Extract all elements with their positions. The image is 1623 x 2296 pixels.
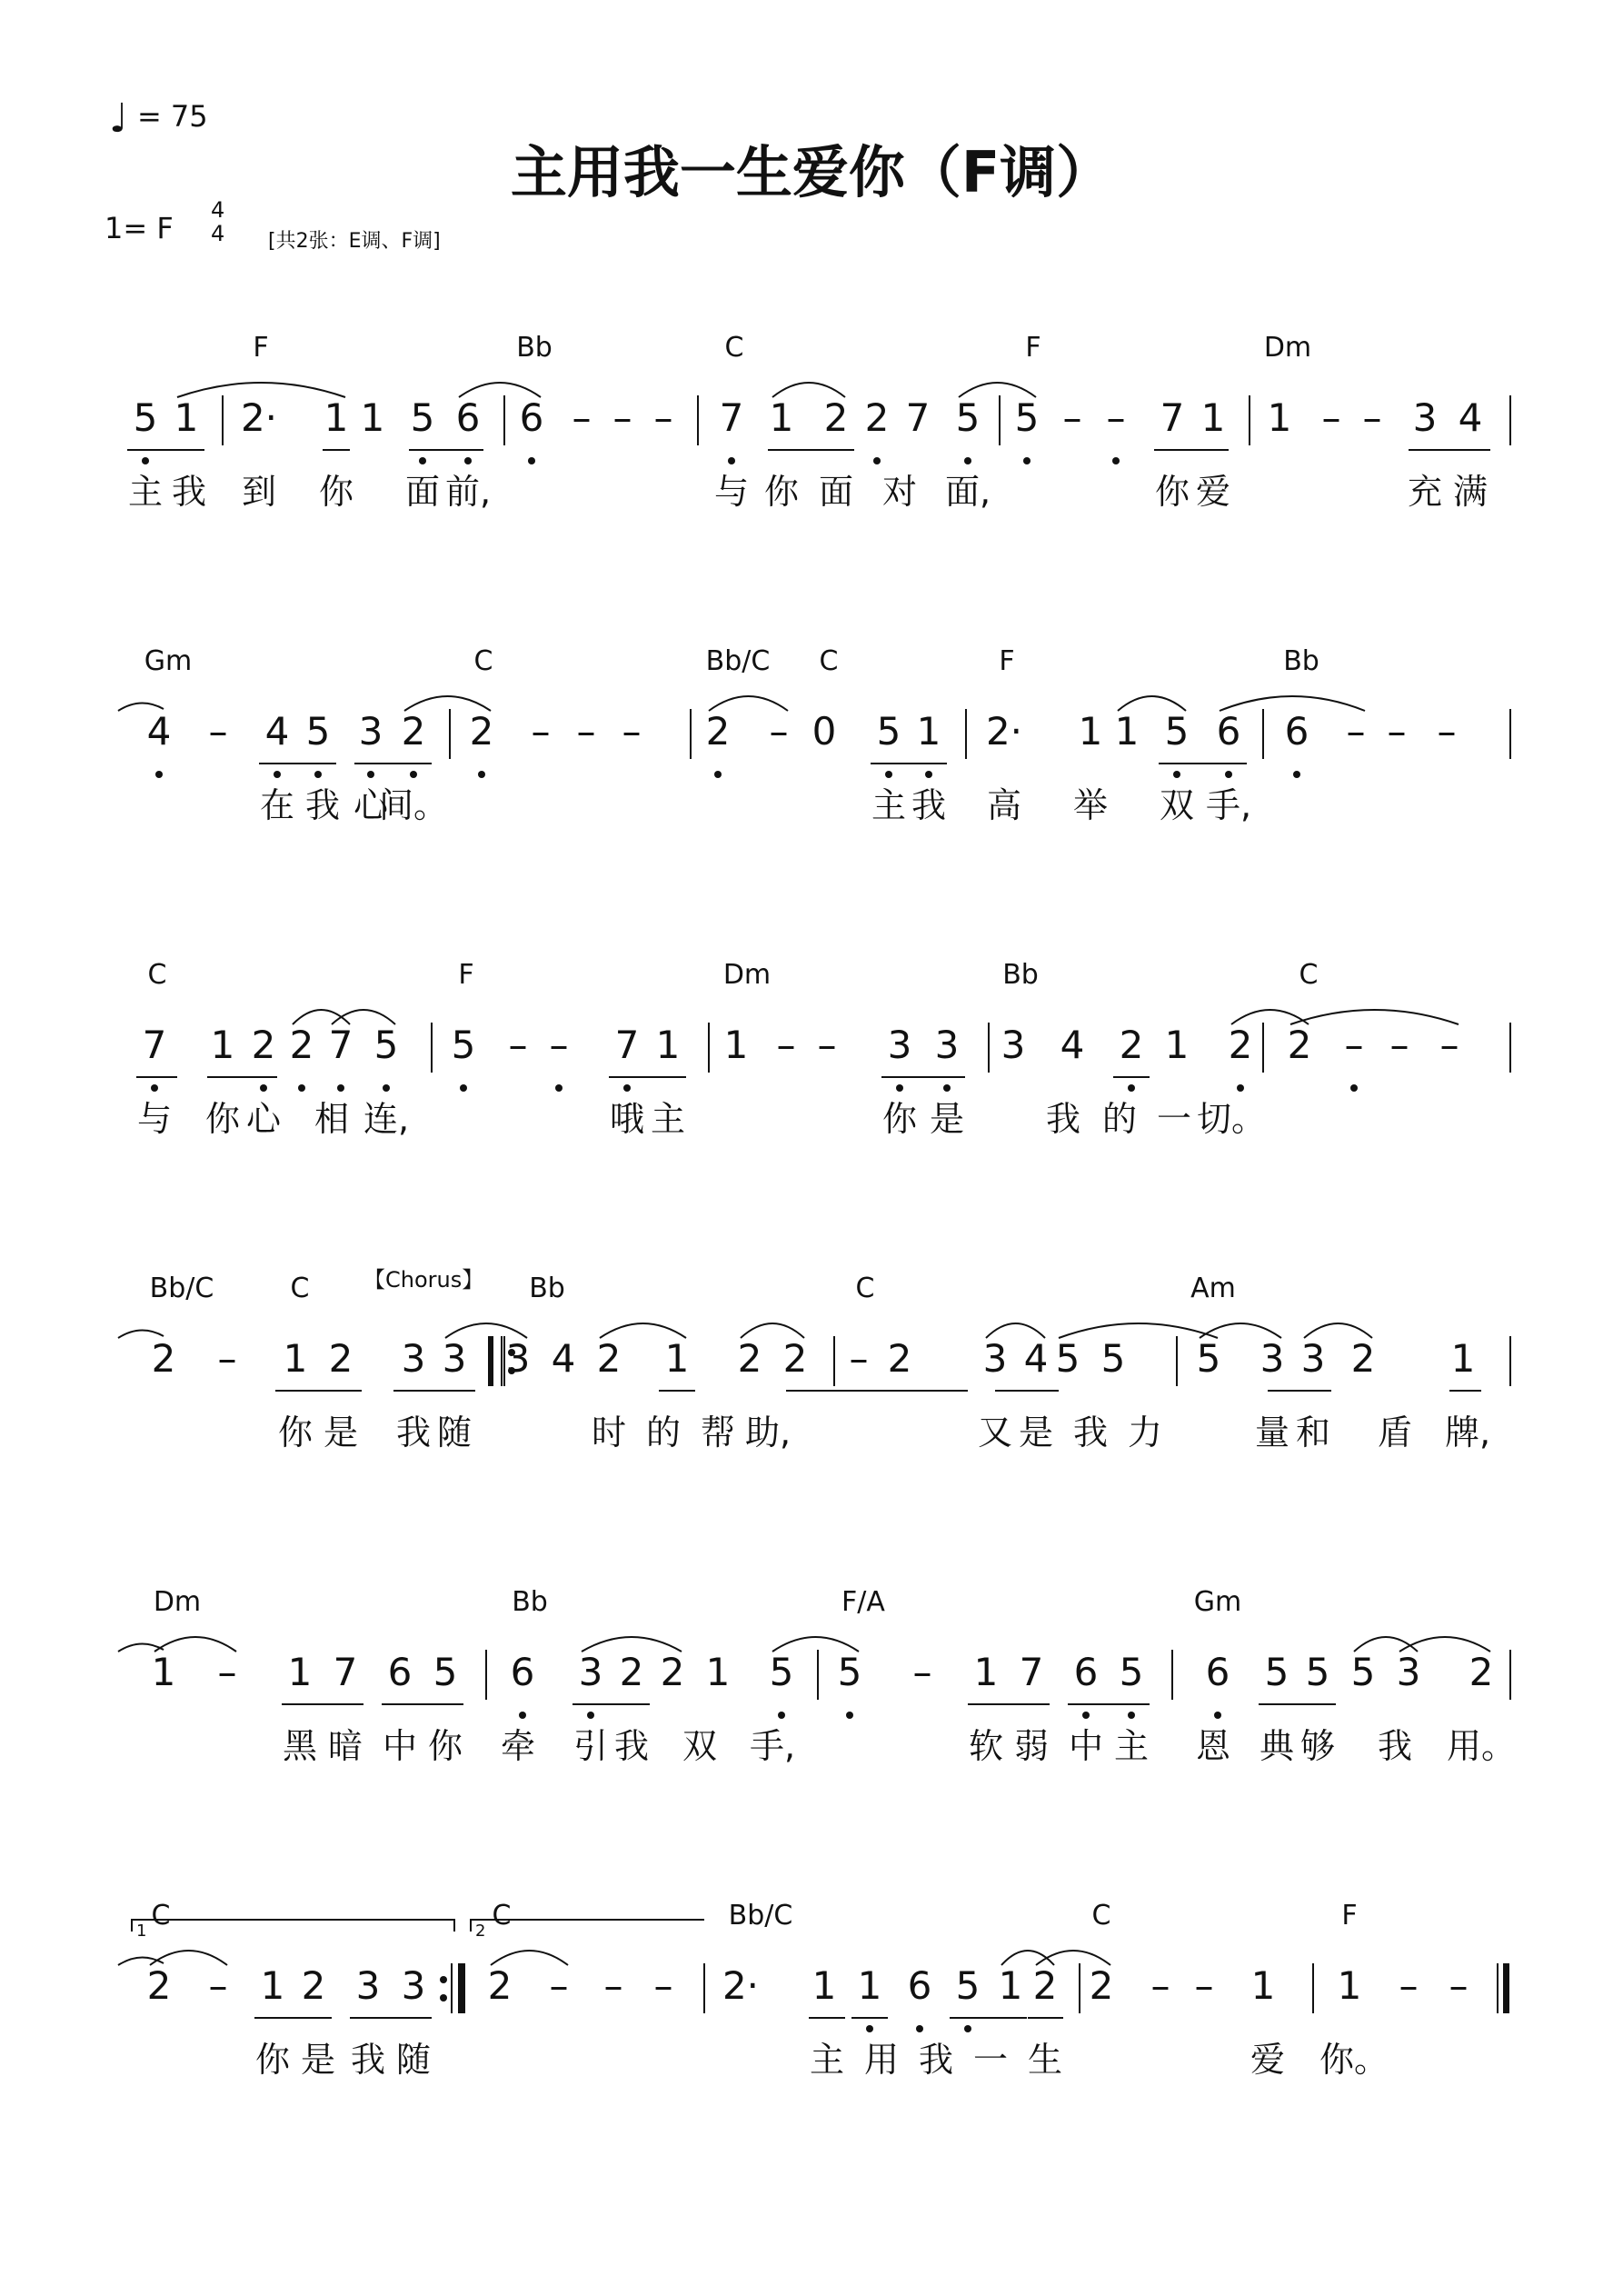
quarter-note-icon: ♩ bbox=[109, 95, 128, 142]
lyric-char: 与 bbox=[136, 1099, 173, 1139]
chord-symbol: C bbox=[1091, 1900, 1111, 1932]
chord-symbol: Bb bbox=[1002, 959, 1039, 991]
page-title: 主用我一生爱你（F调） bbox=[510, 139, 1113, 205]
note: 5 bbox=[769, 1650, 794, 1694]
chord-symbol: C bbox=[492, 1900, 512, 1932]
lyric-char: 双 bbox=[1159, 785, 1195, 825]
note: 1 bbox=[973, 1650, 999, 1694]
note: 2 bbox=[660, 1650, 685, 1694]
note: 5 bbox=[133, 395, 158, 440]
note: 3 bbox=[1396, 1650, 1421, 1694]
note: 5 bbox=[955, 395, 981, 440]
octave-dot-below bbox=[846, 1712, 853, 1719]
lyric-char: 与 bbox=[713, 472, 750, 512]
note: 2 bbox=[1350, 1336, 1376, 1381]
lyric-char: 手, bbox=[749, 1726, 796, 1766]
note: – bbox=[1344, 1023, 1364, 1067]
chord-symbol: C bbox=[1299, 959, 1319, 991]
lyric-char: 手, bbox=[1205, 785, 1252, 825]
chord-symbol: Am bbox=[1190, 1273, 1236, 1304]
lyric-char: 你 bbox=[881, 1099, 918, 1139]
note: – bbox=[1449, 1963, 1469, 2008]
time-denominator: 4 bbox=[211, 221, 225, 246]
chord-symbol: F bbox=[999, 645, 1015, 677]
note: – bbox=[653, 1963, 673, 2008]
note: 5 bbox=[1264, 1650, 1289, 1694]
note: 3 bbox=[1001, 1023, 1026, 1067]
chord-symbol: Gm bbox=[144, 645, 193, 677]
note: 0 bbox=[812, 709, 837, 754]
note: 2 bbox=[619, 1650, 644, 1694]
lyric-char: 主 bbox=[809, 2040, 845, 2080]
lyric-char: 我 bbox=[918, 2040, 954, 2080]
lyric-char: 又 bbox=[977, 1413, 1013, 1452]
chord-symbol: C bbox=[724, 332, 744, 364]
chord-symbol: C bbox=[473, 645, 493, 677]
lyric-char: 我 bbox=[911, 785, 947, 825]
note: 4 bbox=[1458, 395, 1483, 440]
lyric-char: 我 bbox=[1045, 1099, 1081, 1139]
lyric-char: 我 bbox=[395, 1413, 432, 1452]
chord-symbol: C bbox=[290, 1273, 310, 1304]
lyric-char: 你 bbox=[763, 472, 800, 512]
note: 1 bbox=[1250, 1963, 1276, 2008]
chord-symbol: C bbox=[147, 959, 167, 991]
lyric-char: 相 bbox=[314, 1099, 350, 1139]
lyric-char: 随 bbox=[395, 2040, 432, 2080]
lyric-char: 我 bbox=[1377, 1726, 1413, 1766]
note: 1 bbox=[283, 1336, 308, 1381]
note: – bbox=[776, 1023, 796, 1067]
chord-symbol: Bb/C bbox=[149, 1273, 214, 1304]
note: – bbox=[1362, 395, 1382, 440]
lyric-char: 你 bbox=[254, 2040, 291, 2080]
note: 3 bbox=[578, 1650, 603, 1694]
note: 1 bbox=[1267, 395, 1292, 440]
note: 5 bbox=[1119, 1650, 1144, 1694]
note: 6 bbox=[1284, 709, 1309, 754]
chord-symbol: Gm bbox=[1193, 1586, 1242, 1618]
note: 1 bbox=[812, 1963, 837, 2008]
note: 5 bbox=[1055, 1336, 1080, 1381]
lyric-char: 是 bbox=[323, 1413, 359, 1452]
note: 5 bbox=[373, 1023, 399, 1067]
note: 2 bbox=[1032, 1963, 1058, 2008]
lyric-char: 时 bbox=[591, 1413, 627, 1452]
note: 2 bbox=[737, 1336, 762, 1381]
note: – bbox=[531, 709, 551, 754]
lyric-char: 恩 bbox=[1195, 1726, 1231, 1766]
lyric-char: 我 bbox=[171, 472, 207, 512]
note: 6 bbox=[510, 1650, 535, 1694]
note: 4 bbox=[146, 709, 172, 754]
note: 2 bbox=[469, 709, 494, 754]
note: 3 bbox=[1260, 1336, 1285, 1381]
note: 7 bbox=[1160, 395, 1185, 440]
note: – bbox=[1106, 395, 1126, 440]
lyric-char: 是 bbox=[929, 1099, 965, 1139]
note: – bbox=[1387, 709, 1407, 754]
chord-symbol: Bb bbox=[516, 332, 553, 364]
note: – bbox=[1346, 709, 1366, 754]
note: 6 bbox=[907, 1963, 932, 2008]
lyric-char: 在 bbox=[259, 785, 295, 825]
note: 1 bbox=[174, 395, 199, 440]
lyric-char: 中 bbox=[1068, 1726, 1104, 1766]
chord-symbol: Bb/C bbox=[728, 1900, 793, 1932]
lyric-char: 软 bbox=[968, 1726, 1004, 1766]
note: 2 bbox=[1089, 1963, 1114, 2008]
lyric-char: 举 bbox=[1072, 785, 1109, 825]
note: 2· bbox=[722, 1963, 760, 2008]
lyric-char: 切。 bbox=[1196, 1099, 1267, 1139]
note: 5 bbox=[1014, 395, 1040, 440]
note: 2 bbox=[864, 395, 890, 440]
note: 1 bbox=[1114, 709, 1140, 754]
lyric-char: 弱 bbox=[1013, 1726, 1050, 1766]
note: 1 bbox=[1200, 395, 1226, 440]
lyric-char: 生 bbox=[1027, 2040, 1063, 2080]
octave-dot-below bbox=[1293, 771, 1300, 778]
subtitle: [共2张：E调、F调] bbox=[268, 230, 441, 253]
lyric-char: 暗 bbox=[327, 1726, 363, 1766]
note: 6 bbox=[519, 395, 544, 440]
note: – bbox=[1399, 1963, 1419, 2008]
note: 1 bbox=[360, 395, 385, 440]
tempo-value: = 75 bbox=[136, 99, 208, 134]
chord-symbol: Bb bbox=[512, 1586, 548, 1618]
note: – bbox=[603, 1963, 623, 2008]
lyric-char: 你 bbox=[277, 1413, 314, 1452]
note: 2 bbox=[1287, 1023, 1312, 1067]
note: 5 bbox=[1164, 709, 1190, 754]
note: – bbox=[817, 1023, 837, 1067]
note: 1 bbox=[260, 1963, 285, 2008]
note: 3 bbox=[401, 1963, 426, 2008]
lyric-char: 黑 bbox=[282, 1726, 318, 1766]
octave-dot-below bbox=[1023, 457, 1031, 464]
chord-symbol: Dm bbox=[722, 959, 772, 991]
lyric-char: 主 bbox=[650, 1099, 686, 1139]
tie-slur bbox=[1290, 1010, 1459, 1024]
chord-symbol: Bb/C bbox=[705, 645, 771, 677]
note: – bbox=[849, 1336, 869, 1381]
note: – bbox=[549, 1023, 569, 1067]
lyric-char: 面, bbox=[944, 472, 991, 512]
note: – bbox=[549, 1963, 569, 2008]
lyric-char: 帮 bbox=[700, 1413, 736, 1452]
note: 7 bbox=[905, 395, 931, 440]
note: – bbox=[208, 709, 228, 754]
note: 5 bbox=[451, 1023, 476, 1067]
note: 2 bbox=[823, 395, 849, 440]
lyric-char: 我 bbox=[304, 785, 341, 825]
lyric-char: 牌, bbox=[1444, 1413, 1491, 1452]
note: 2 bbox=[887, 1336, 912, 1381]
lyric-char: 双 bbox=[682, 1726, 718, 1766]
note: 5 bbox=[1196, 1336, 1221, 1381]
lyric-char: 是 bbox=[300, 2040, 336, 2080]
note: 6 bbox=[1205, 1650, 1230, 1694]
note: – bbox=[769, 709, 789, 754]
note: 1 bbox=[287, 1650, 313, 1694]
lyric-char: 连, bbox=[363, 1099, 410, 1139]
note: 7 bbox=[719, 395, 744, 440]
lyric-char: 助, bbox=[744, 1413, 792, 1452]
note: 3 bbox=[982, 1336, 1008, 1381]
note: 3 bbox=[355, 1963, 381, 2008]
note: 3 bbox=[358, 709, 383, 754]
note: 2· bbox=[240, 395, 278, 440]
note: 2· bbox=[985, 709, 1023, 754]
lyric-char: 一 bbox=[972, 2040, 1009, 2080]
note: 1 bbox=[151, 1650, 176, 1694]
note: – bbox=[622, 709, 642, 754]
lyric-char: 我 bbox=[350, 2040, 386, 2080]
lyric-char: 你 bbox=[427, 1726, 463, 1766]
lyric-char: 中 bbox=[382, 1726, 418, 1766]
lyric-char: 的 bbox=[645, 1413, 682, 1452]
note: 2 bbox=[1228, 1023, 1253, 1067]
lyric-char: 面 bbox=[818, 472, 854, 512]
lyric-char: 前, bbox=[444, 472, 492, 512]
note: 5 bbox=[1350, 1650, 1376, 1694]
chord-symbol: C bbox=[855, 1273, 875, 1304]
note: – bbox=[508, 1023, 528, 1067]
volta-bracket-1 bbox=[132, 1920, 454, 1932]
note: 2 bbox=[401, 709, 426, 754]
lyric-char: 用 bbox=[863, 2040, 900, 2080]
note: 1 bbox=[664, 1336, 690, 1381]
chord-symbol: Bb bbox=[1283, 645, 1319, 677]
chorus-label: 【Chorus】 bbox=[363, 1267, 484, 1293]
note: 1 bbox=[1164, 1023, 1190, 1067]
note: 1 bbox=[1450, 1336, 1476, 1381]
note: 3 bbox=[934, 1023, 960, 1067]
note: 3 bbox=[401, 1336, 426, 1381]
chord-symbol: F bbox=[458, 959, 474, 991]
note: – bbox=[1437, 709, 1457, 754]
note: 4 bbox=[1060, 1023, 1085, 1067]
note: 5 bbox=[837, 1650, 862, 1694]
note: 2 bbox=[151, 1336, 176, 1381]
chord-symbol: Dm bbox=[153, 1586, 202, 1618]
chord-symbol: C bbox=[151, 1900, 171, 1932]
time-numerator: 4 bbox=[211, 197, 225, 223]
note: 2 bbox=[289, 1023, 314, 1067]
note: 2 bbox=[146, 1963, 172, 2008]
note: – bbox=[1150, 1963, 1170, 2008]
note: – bbox=[612, 395, 632, 440]
note: 1 bbox=[655, 1023, 681, 1067]
note: 4 bbox=[264, 709, 290, 754]
note: 1 bbox=[324, 395, 349, 440]
lyric-char: 典 bbox=[1259, 1726, 1295, 1766]
note: – bbox=[912, 1650, 932, 1694]
note: 5 bbox=[305, 709, 331, 754]
note: 2 bbox=[596, 1336, 622, 1381]
lyric-char: 你 bbox=[204, 1099, 241, 1139]
note: – bbox=[217, 1336, 237, 1381]
lyric-char: 随 bbox=[436, 1413, 473, 1452]
lyric-char: 哦 bbox=[609, 1099, 645, 1139]
lyric-char: 你 bbox=[1154, 472, 1190, 512]
lyric-char: 对 bbox=[881, 472, 918, 512]
lyric-char: 的 bbox=[1101, 1099, 1138, 1139]
note: 7 bbox=[328, 1023, 353, 1067]
octave-dot-below bbox=[155, 771, 163, 778]
repeat-dot bbox=[440, 1976, 447, 1983]
note: 5 bbox=[410, 395, 435, 440]
chord-symbol: F bbox=[1025, 332, 1041, 364]
note: 4 bbox=[1023, 1336, 1049, 1381]
lyric-char: 盾 bbox=[1377, 1413, 1413, 1452]
note: 1 bbox=[705, 1650, 731, 1694]
note: 6 bbox=[387, 1650, 413, 1694]
lyric-char: 牵 bbox=[500, 1726, 536, 1766]
note: 2 bbox=[1469, 1650, 1494, 1694]
note: 1 bbox=[1337, 1963, 1362, 2008]
note: 2 bbox=[487, 1963, 513, 2008]
note: 5 bbox=[955, 1963, 981, 2008]
octave-dot-below bbox=[478, 771, 485, 778]
octave-dot-below bbox=[1112, 457, 1120, 464]
note: 1 bbox=[210, 1023, 235, 1067]
note: 5 bbox=[876, 709, 901, 754]
note: 5 bbox=[433, 1650, 458, 1694]
lyric-char: 满 bbox=[1452, 472, 1489, 512]
note: – bbox=[653, 395, 673, 440]
lyric-char: 到 bbox=[241, 472, 277, 512]
note: – bbox=[1321, 395, 1341, 440]
note: 6 bbox=[1073, 1650, 1099, 1694]
octave-dot-below bbox=[528, 457, 535, 464]
lyric-char: 我 bbox=[613, 1726, 650, 1766]
volta-number-1: 1 bbox=[136, 1922, 147, 1941]
lyric-char: 是 bbox=[1018, 1413, 1054, 1452]
chord-symbol: F bbox=[1341, 1900, 1358, 1932]
note: – bbox=[1194, 1963, 1214, 2008]
note: 3 bbox=[442, 1336, 467, 1381]
note: 1 bbox=[723, 1023, 749, 1067]
lyric-char: 力 bbox=[1127, 1413, 1163, 1452]
chord-symbol: Dm bbox=[1263, 332, 1312, 364]
lyric-char: 主 bbox=[127, 472, 164, 512]
lyric-char: 心 bbox=[245, 1099, 282, 1139]
lyric-char: 你。 bbox=[1319, 2040, 1389, 2080]
note: 3 bbox=[887, 1023, 912, 1067]
octave-dot-below bbox=[555, 1084, 563, 1092]
lyric-char: 量 bbox=[1254, 1413, 1290, 1452]
note: 7 bbox=[1019, 1650, 1044, 1694]
note: – bbox=[572, 395, 592, 440]
octave-dot-below bbox=[1350, 1084, 1358, 1092]
note: 1 bbox=[916, 709, 941, 754]
octave-dot-below bbox=[964, 2025, 971, 2032]
note: – bbox=[576, 709, 596, 754]
lyric-char: 主 bbox=[871, 785, 907, 825]
chord-symbol: C bbox=[819, 645, 839, 677]
note: 7 bbox=[142, 1023, 167, 1067]
lyric-char: 爱 bbox=[1250, 2040, 1286, 2080]
note: 5 bbox=[1305, 1650, 1330, 1694]
lyric-char: 充 bbox=[1407, 472, 1443, 512]
note: – bbox=[208, 1963, 228, 2008]
note: 3 bbox=[505, 1336, 531, 1381]
note: 1 bbox=[769, 395, 794, 440]
octave-dot-below bbox=[460, 1084, 467, 1092]
chord-symbol: F/A bbox=[841, 1586, 885, 1618]
note: 7 bbox=[333, 1650, 358, 1694]
lyric-char: 高 bbox=[986, 785, 1022, 825]
note: – bbox=[1389, 1023, 1409, 1067]
key-signature: 1= F bbox=[105, 211, 174, 245]
octave-dot-below bbox=[298, 1084, 305, 1092]
note: 2 bbox=[782, 1336, 808, 1381]
note: 6 bbox=[1216, 709, 1241, 754]
lyric-char: 用。 bbox=[1446, 1726, 1517, 1766]
lyric-char: 引 bbox=[573, 1726, 609, 1766]
note: 2 bbox=[1119, 1023, 1144, 1067]
note: 2 bbox=[301, 1963, 326, 2008]
octave-dot-below bbox=[873, 457, 881, 464]
note: – bbox=[1062, 395, 1082, 440]
note: 5 bbox=[1100, 1336, 1126, 1381]
repeat-dot bbox=[440, 1994, 447, 2002]
note: 2 bbox=[251, 1023, 276, 1067]
note: 1 bbox=[1078, 709, 1103, 754]
note: 3 bbox=[1412, 395, 1438, 440]
note: 1 bbox=[998, 1963, 1023, 2008]
lyric-char: 够 bbox=[1299, 1726, 1336, 1766]
note: 6 bbox=[455, 395, 481, 440]
lyric-char: 我 bbox=[1072, 1413, 1109, 1452]
octave-dot-below bbox=[714, 771, 722, 778]
note: 4 bbox=[551, 1336, 576, 1381]
chord-symbol: Bb bbox=[529, 1273, 565, 1304]
lyric-char: 爱 bbox=[1195, 472, 1231, 512]
lyric-char: 间。 bbox=[378, 785, 449, 825]
lyric-char: 面 bbox=[404, 472, 441, 512]
note: 7 bbox=[614, 1023, 640, 1067]
note: 2 bbox=[328, 1336, 353, 1381]
note: 2 bbox=[705, 709, 731, 754]
tie-slur bbox=[1059, 1323, 1218, 1338]
note: 3 bbox=[1300, 1336, 1326, 1381]
lyric-char: 心 bbox=[353, 785, 389, 825]
lyric-char: 一 bbox=[1156, 1099, 1192, 1139]
lyric-char: 主 bbox=[1113, 1726, 1150, 1766]
chord-symbol: F bbox=[253, 332, 269, 364]
note: – bbox=[1439, 1023, 1459, 1067]
note: 1 bbox=[857, 1963, 882, 2008]
lyric-char: 你 bbox=[318, 472, 354, 512]
lyric-char: 和 bbox=[1295, 1413, 1331, 1452]
note: – bbox=[217, 1650, 237, 1694]
volta-number-2: 2 bbox=[475, 1922, 486, 1941]
